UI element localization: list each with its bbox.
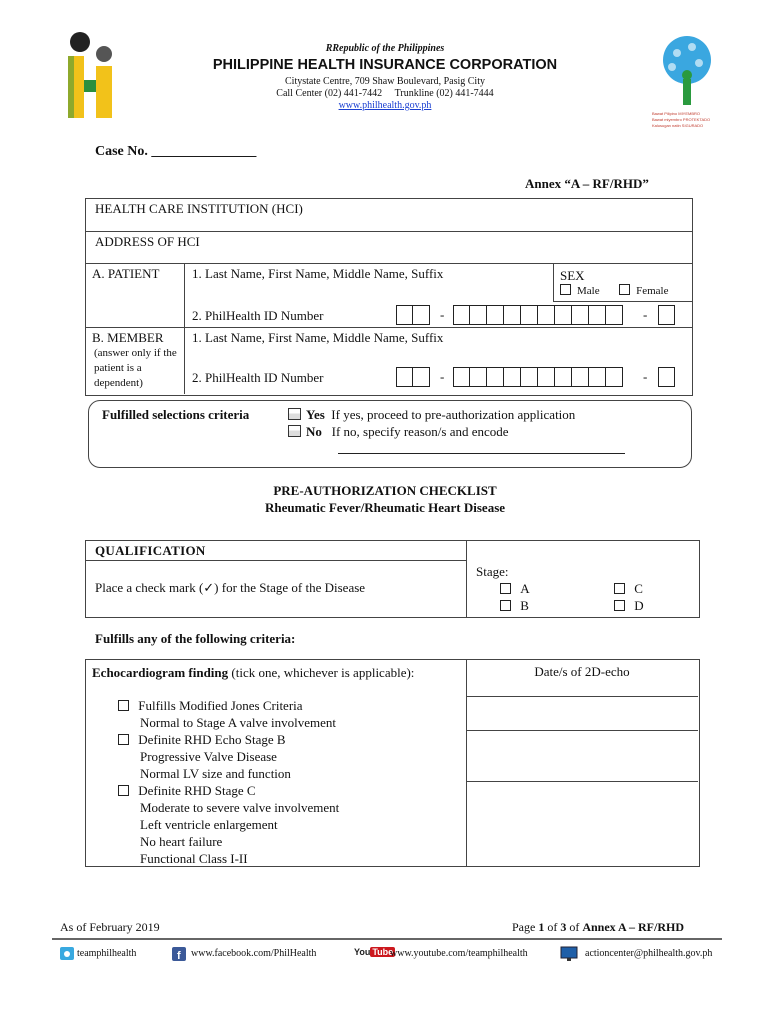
website-link[interactable]: www.philhealth.gov.ph [338,100,432,111]
echo-item-2 [118,731,291,782]
criteria-label: Fulfilled selections criteria [102,407,250,422]
annex-label: Annex “A – RF/RHD” [525,176,649,191]
stage-c-checkbox[interactable] [614,583,625,594]
checklist-subtitle: Rheumatic Fever/Rheumatic Heart Disease [264,500,506,515]
criteria-yes-row [288,407,575,423]
page-of: of [544,920,561,934]
member-id-label: 2. PhilHealth ID Number [192,370,324,385]
yes-text: If yes, proceed to pre-authorization application [331,407,576,422]
qualification-header: QUALIFICATION [95,543,206,558]
tagline-1: Bawat Pilipino MIYEMBRO [652,111,701,116]
tagline-2: Bawat miyembro PROTEKTADO [652,117,711,122]
echo-item-3-sub: Left ventricle enlargement [140,817,278,832]
stage-c [614,581,643,597]
tagline-3: Kalusugan natin SIGURADO [652,123,704,128]
qualification-instruction: Place a check mark (✓) for the Stage of the Disease [95,580,366,595]
twitter-link[interactable]: teamphilhealth [77,948,137,959]
patient-id-prefix[interactable] [396,305,430,325]
fulfills-heading: Fulfills any of the following criteria: [95,631,296,646]
svg-text:f: f [177,950,181,961]
stage-b [500,598,529,614]
stage-d-checkbox[interactable] [614,600,625,611]
id-dash: - [643,369,648,384]
as-of-date: As of February 2019 [60,920,160,934]
address-hci-label: ADDRESS OF HCI [95,234,200,249]
echo-item-1 [118,697,336,731]
male-label: Male [577,285,600,297]
globe-people-logo-icon [652,35,722,107]
facebook-icon [172,947,186,961]
id-dash: - [440,307,445,322]
no-label: No [306,424,322,439]
patient-id-main[interactable] [453,305,623,325]
patient-name-label: 1. Last Name, First Name, Middle Name, Suffix [192,266,444,281]
stage-a-label: A [520,581,530,596]
phone-line [185,88,585,99]
stage-a-checkbox[interactable] [500,583,511,594]
stage-b-echo-checkbox[interactable] [118,734,129,745]
page-prefix: Page [512,920,539,934]
youtube-link[interactable]: www.youtube.com/teamphilhealth [390,948,528,959]
stage-label: Stage: [476,564,509,579]
jones-checkbox[interactable] [118,700,129,711]
female-checkbox[interactable] [619,284,630,295]
echo-item-2-label: Definite RHD Echo Stage B [138,732,286,747]
date-header: Date/s of 2D-echo [534,664,630,679]
case-no: Case No. _______________ [95,144,257,159]
sex-label: SEX [560,268,585,283]
sex-options [560,284,669,297]
twitter-icon [60,947,74,960]
stage-b-checkbox[interactable] [500,600,511,611]
no-text: If no, specify reason/s and encode [331,424,509,439]
logo-tagline [652,111,732,129]
member-note: (answer only if the patient is a dependent) [94,347,177,389]
page-indicator [512,920,684,935]
stage-c-echo-checkbox[interactable] [118,785,129,796]
monitor-icon [560,946,578,962]
male-checkbox[interactable] [560,284,571,295]
member-id-prefix[interactable] [396,367,430,387]
checklist-title: PRE-AUTHORIZATION CHECKLIST [273,483,497,498]
yes-label: Yes [306,407,325,422]
echo-item-3-label: Definite RHD Stage C [138,783,256,798]
female-label: Female [636,285,669,297]
no-checkbox[interactable] [288,425,301,437]
yes-checkbox[interactable] [288,408,301,420]
republic-text: RRepublic of the Philippines [325,43,445,54]
stage-c-label: C [634,581,643,596]
page-total: 3 [560,920,567,934]
echo-item-2-sub: Progressive Valve Disease [140,749,277,764]
member-id-main[interactable] [453,367,623,387]
echo-title: Echocardiogram finding [92,665,229,680]
patient-id-label: 2. PhilHealth ID Number [192,308,324,323]
echo-item-1-label: Fulfills Modified Jones Criteria [138,698,303,713]
id-dash: - [440,369,445,384]
patient-id-suffix[interactable] [658,305,675,325]
stage-d-label: D [634,598,644,613]
hci-label: HEALTH CARE INSTITUTION (HCI) [95,201,303,216]
echo-item-2-sub: Normal LV size and function [140,766,291,781]
philhealth-logo-icon [60,30,120,120]
stage-a [500,581,530,597]
echo-item-3-sub: No heart failure [140,834,223,849]
youtube-icon: You Tube [354,947,394,957]
echo-item-1-sub: Normal to Stage A valve involvement [140,715,337,730]
echo-item-3 [118,782,339,867]
echo-item-3-sub: Functional Class I-II [140,851,248,866]
criteria-no-row [288,424,509,440]
page-num: 1 [538,920,545,934]
page-suffix: of [566,920,583,934]
stage-b-label: B [520,598,529,613]
trunkline: Trunkline (02) 441-7444 [394,88,494,99]
echo-item-3-sub: Moderate to severe valve involvement [140,800,340,815]
patient-label: A. PATIENT [92,266,160,281]
annex-ref: Annex A – RF/RHD [582,920,685,934]
email-link[interactable]: actioncenter@philhealth.gov.ph [585,948,713,959]
member-name-label: 1. Last Name, First Name, Middle Name, Suffix [192,330,444,345]
corp-name: PHILIPPINE HEALTH INSURANCE CORPORATION [212,57,558,73]
reason-line[interactable] [338,453,625,454]
member-label: B. MEMBER [92,330,164,345]
footer-rule [52,938,722,940]
member-id-suffix[interactable] [658,367,675,387]
echo-title-block [92,664,462,681]
facebook-link[interactable]: www.facebook.com/PhilHealth [191,948,317,959]
id-dash: - [643,307,648,322]
address-text: Citystate Centre, 709 Shaw Boulevard, Pasig City [285,76,485,87]
call-center: Call Center (02) 441-7442 [276,88,383,99]
echo-note: (tick one, whichever is applicable): [231,665,415,680]
stage-d [614,598,644,614]
